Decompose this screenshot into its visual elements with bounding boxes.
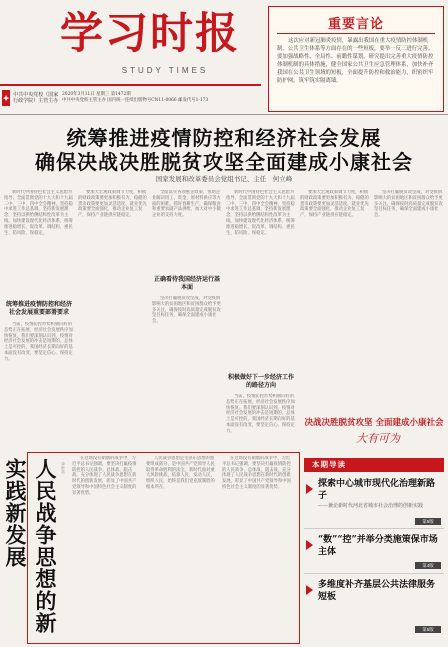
masthead-title: 学习时报 <box>60 9 240 59</box>
feature-author: 李世英 <box>61 462 66 474</box>
guide-item-1-sub: ——兼论新时代河北省城市社会治理的创新实践 <box>318 503 424 509</box>
party-school-logo-icon: ✦ <box>2 90 10 106</box>
masthead-subtitle: STUDY TIMES <box>121 66 209 75</box>
guide-arrow-icon <box>306 540 313 550</box>
quote-body: 这次应对新冠肺炎疫情，暴露出我国在重大疫情防控体制机制、公共卫生体系等方面存在的一些短板，要举一反三进行完善。要加强战略性、全局性、前瞻性谋划，研究提出完善重大疫情防控体制机制的具体措施，健全国家公共卫生应急管理体系，加快补齐我国在公共卫生领域的短板，全面提升防控和救治能力，织密织牢防护网，筑牢筑实隔离墙。 <box>277 38 434 84</box>
article-column-3: 全面落实各项惠企政策，帮助企业解决用工、资金、原材料供应等方面的困难。抓好春耕生产，确保粮食和重要农副产品供给，加大对中小微企业的支持力度。 <box>152 190 221 219</box>
guide-divider <box>304 528 444 529</box>
subhead-2: 正确看待我国经济运行基本面 <box>153 276 220 291</box>
issue-info-line2: 中共中央党校主管主办 国内统一连续出版物号CN11-0066 邮发代号1-173 <box>62 98 209 103</box>
guide-arrow-icon <box>306 484 313 494</box>
guide-header: 本期导读 <box>304 458 444 472</box>
campaign-banner-line1: 决战决胜脱贫攻坚 全面建成小康社会 <box>304 418 444 428</box>
article-column-3b: 坚决打赢脱贫攻坚战，对受疫情影响大的贫困地区和贫困群众给予更多关注，确保按时高质量完成脱贫攻坚目标任务，确保全面建成小康社会。 <box>152 296 221 325</box>
article-column-5: 要加大宏观政策调节力度，积极的财政政策要更加积极有为，稳健的货币政策要更加灵活适度，就业优先政策要全面强化，推动企业复工复产，保持产业链供应链稳定。 <box>300 190 369 219</box>
article-column-6: 坚决打赢脱贫攻坚战，对受疫情影响大的贫困地区和贫困群众给予更多关注，确保按时高质量完成脱贫攻坚目标任务，确保全面建成小康社会。 <box>374 190 443 219</box>
guide-item-2-title[interactable]: “数”“控”并举分类施策保市场主体 <box>318 535 438 557</box>
guide-item-3-page: 第5版 <box>415 626 441 633</box>
feature-column-2: 人民战争思想是毛泽东思想的重要组成部分，是中国共产党领导人民取得革命胜利的法宝。新时代面对重大风险挑战，依靠人民、发动人民、组织人民，始终是我们党克敌制胜的根本所在。 <box>146 456 215 490</box>
guide-arrow-icon <box>306 585 313 595</box>
guide-item-1-page: 第5版 <box>415 518 441 525</box>
masthead-rule <box>0 84 261 86</box>
headline-top-rule <box>0 114 448 115</box>
guide-divider <box>304 573 444 574</box>
article-column-1: 新时代中国特色社会主义思想为指导，全面贯彻党的十九大和十九届二中、三中、四中全会精神，坚持稳中求进工作总基调，坚持新发展理念，坚持以供给侧结构性改革为主线，加快建设现代化经济体系，统筹推进稳增长、促改革、调结构、惠民生、防风险、保稳定。 <box>4 190 73 236</box>
article-column-4b: 当前，疫情防控形势积极向好的态势正在拓展，经济社会发展秩序加快恢复。我们要深刻认识到，疫情对经济社会发展的冲击是短期的、总体上是可控的，我国经济长期向好的基本面没有改变，要坚定信心、保持定力。 <box>226 394 295 434</box>
issue-info <box>62 92 258 104</box>
guide-item-2-page: 第4版 <box>415 562 441 569</box>
guide-item-3-title[interactable]: 多维度补齐基层公共法律服务短板 <box>318 580 436 602</box>
byline: 国家发展和改革委员会党组书记、主任 何立峰 <box>155 175 293 183</box>
article-column-4: 新时代中国特色社会主义思想为指导，全面贯彻党的十九大和十九届二中、三中、四中全会精神，坚持稳中求进工作总基调，坚持新发展理念，坚持以供给侧结构性改革为主线，加快建设现代化经济体系，统筹推进稳增长、促改革、调结构、惠民生、防风险、保稳定。 <box>226 190 295 236</box>
article-column-1b: 当前，疫情防控形势积极向好的态势正在拓展，经济社会发展秩序加快恢复。我们要深刻认识到，疫情对经济社会发展的冲击是短期的、总体上是可控的，我国经济长期向好的基本面没有改变，要坚定信心、保持定力。 <box>4 322 73 362</box>
important-quote-box <box>268 6 444 112</box>
publisher-logo <box>2 88 60 108</box>
headline-line1[interactable]: 统筹推进疫情防控和经济社会发展 <box>66 126 382 150</box>
quote-divider <box>277 33 435 34</box>
headline-line2[interactable]: 确保决战决胜脱贫攻坚全面建成小康社会 <box>35 150 413 174</box>
issue-info-line1: 2020年3月11日 星期三 第1472期 <box>62 92 131 97</box>
campaign-banner-line2: 大有可为 <box>356 432 400 445</box>
subhead-3: 积极做好下一步经济工作的路径方向 <box>227 374 294 389</box>
subhead-1: 统筹推进疫情防控和经济社会发展重要部署要求 <box>5 301 72 316</box>
article-column-2: 要加大宏观政策调节力度，积极的财政政策要更加积极有为，稳健的货币政策要更加灵活适度，就业优先政策要全面强化，推动企业复工复产，保持产业链供应链稳定。 <box>78 190 147 219</box>
publisher-name: 中共中央党校（国家行政学院）主管主办 <box>13 92 59 104</box>
quote-title: 重要言论 <box>327 17 384 32</box>
feature-column-1: 在这场没有硝烟的战争中，习近平总书记强调，要坚决打赢疫情防控的人民战争、总体战、阻击战，充分体现了人民战争思想在新时代的创新发展，彰显了中国共产党领导和中国特色社会主义制度的显著优势。 <box>72 456 137 496</box>
guide-item-1-title[interactable]: 探索中心城市现代化治理新路子 <box>318 479 436 501</box>
feature-title[interactable]: 人民战争思想的新实践新发展 <box>3 458 58 634</box>
feature-column-3: 在这场没有硝烟的战争中，习近平总书记强调，要坚决打赢疫情防控的人民战争、总体战、阻击战，充分体现了人民战争思想在新时代的创新发展，彰显了中国共产党领导和中国特色社会主义制度的显著优势。 <box>222 456 291 490</box>
